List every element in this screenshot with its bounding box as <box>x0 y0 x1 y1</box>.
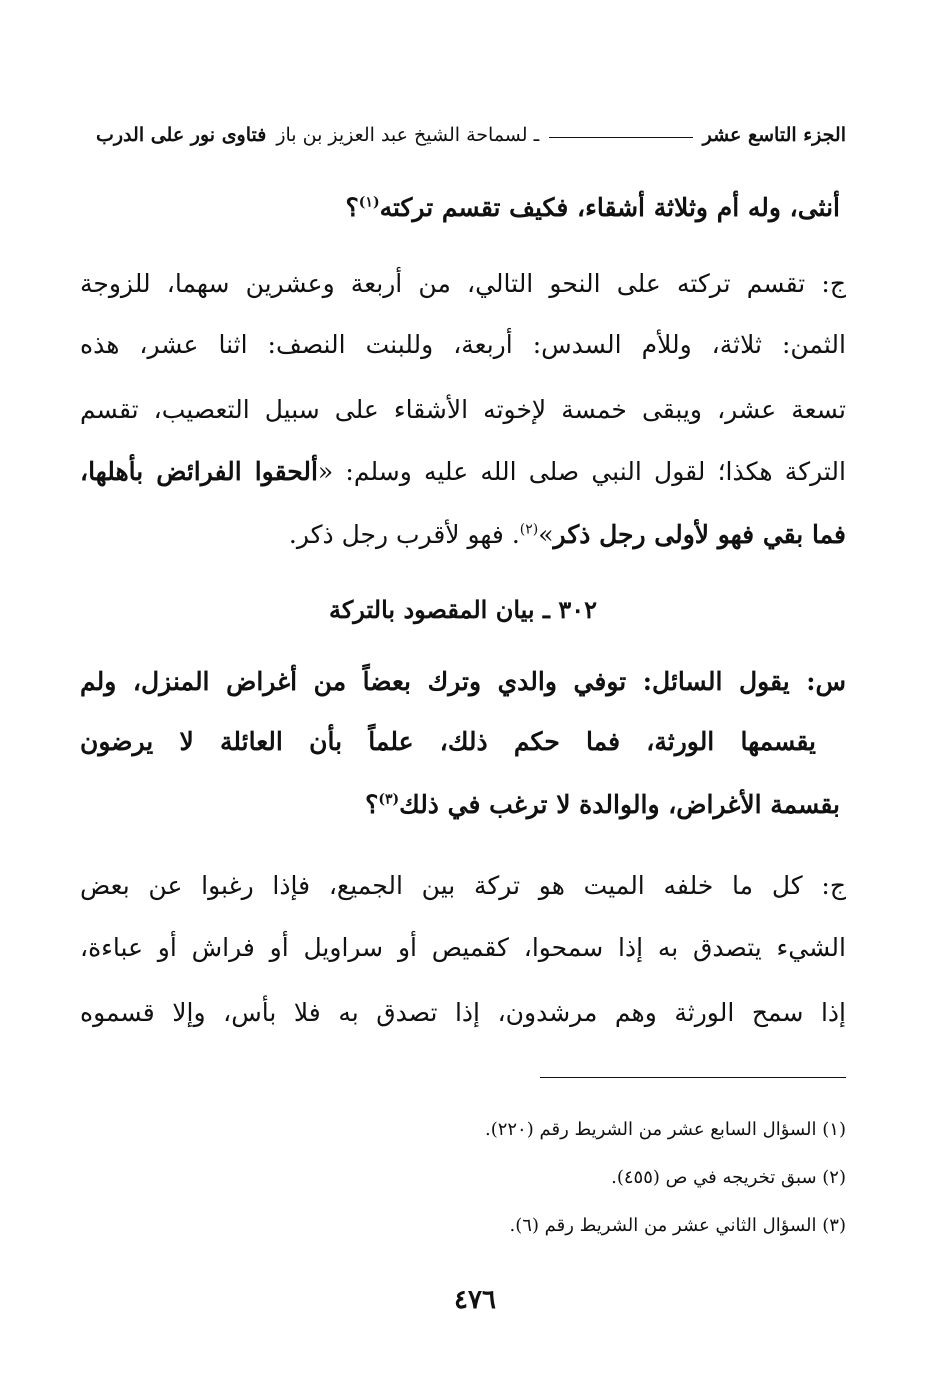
answer-1-line-4-text: التركة هكذا؛ لقول النبي صلى الله عليه وسلم: « <box>317 457 846 486</box>
answer-2-line-3: إذا سمح الورثة وهم مرشدون، إذا تصدق به فلا بأس، وإلا قسموه <box>80 998 846 1027</box>
question-2-line-2: يقسمها الورثة، فما حكم ذلك، علماً بأن العائلة لا يرضون <box>80 727 816 756</box>
question-1-text: أنثى، وله أم وثلاثة أشقاء، فكيف تقسم تركته <box>379 193 840 222</box>
answer-1-line-1: ج: تقسم تركته على النحو التالي، من أربعة وعشرين سهما، للزوجة <box>80 269 846 298</box>
section-title: ٣٠٢ ـ بيان المقصود بالتركة <box>329 595 597 624</box>
question-2-line-1: س: يقول السائل: توفي والدي وترك بعضاً من أغراض المنزل، ولم <box>80 667 846 696</box>
hadith-text-part-2: فما بقي فهو لأولى رجل ذكر <box>553 520 846 549</box>
footnote-1: (١) السؤال السابع عشر من الشريط رقم (٢٢٠). <box>484 1119 846 1140</box>
answer-1-line-2: الثمن: ثلاثة، وللأم السدس: أربعة، وللبنت النصف: اثنا عشر، هذه <box>80 330 846 359</box>
footnote-2: (٢) سبق تخريجه في ص (٤٥٥). <box>611 1167 846 1188</box>
answer-1-line-4 <box>80 452 846 492</box>
question-2-line-3 <box>365 785 840 825</box>
hadith-text-part-1: ألحقوا الفرائض بأهلها، <box>80 457 318 486</box>
page-number: ٤٧٦ <box>454 1285 496 1315</box>
question-2-mark: ؟ <box>365 790 379 819</box>
answer-2-line-1: ج: كل ما خلفه الميت هو تركة بين الجميع، فإذا رغبوا عن بعض <box>80 871 846 900</box>
answer-1-line-3: تسعة عشر، ويبقى خمسة لإخوته الأشقاء على سبيل التعصيب، تقسم <box>80 395 846 424</box>
header-part: الجزء التاسع عشر <box>702 124 846 146</box>
header-book-title: فتاوى نور على الدرب <box>96 124 267 146</box>
answer-1-line-5 <box>80 515 846 555</box>
footnote-ref-1: (١) <box>358 194 380 211</box>
footnote-3: (٣) السؤال الثاني عشر من الشريط رقم (٦). <box>509 1215 846 1236</box>
answer-2-line-2: الشيء يتصدق به إذا سمحوا، كقميص أو سراويل أو فراش أو عباءة، <box>80 933 846 962</box>
footnote-separator <box>540 1077 846 1078</box>
footnote-ref-3: (٣) <box>378 791 400 808</box>
hadith-close-quote: » <box>538 520 554 549</box>
footnote-ref-2: (٢) <box>519 521 539 538</box>
question-1-mark: ؟ <box>345 193 359 222</box>
question-2-text: بقسمة الأغراض، والوالدة لا ترغب في ذلك <box>399 790 840 819</box>
header-author: ـ لسماحة الشيخ عبد العزيز بن باز <box>276 124 540 146</box>
running-header <box>96 118 846 152</box>
question-1-tail <box>346 188 840 228</box>
answer-1-conclusion: . فهو لأقرب رجل ذكر. <box>288 520 520 549</box>
header-rule <box>549 137 692 138</box>
